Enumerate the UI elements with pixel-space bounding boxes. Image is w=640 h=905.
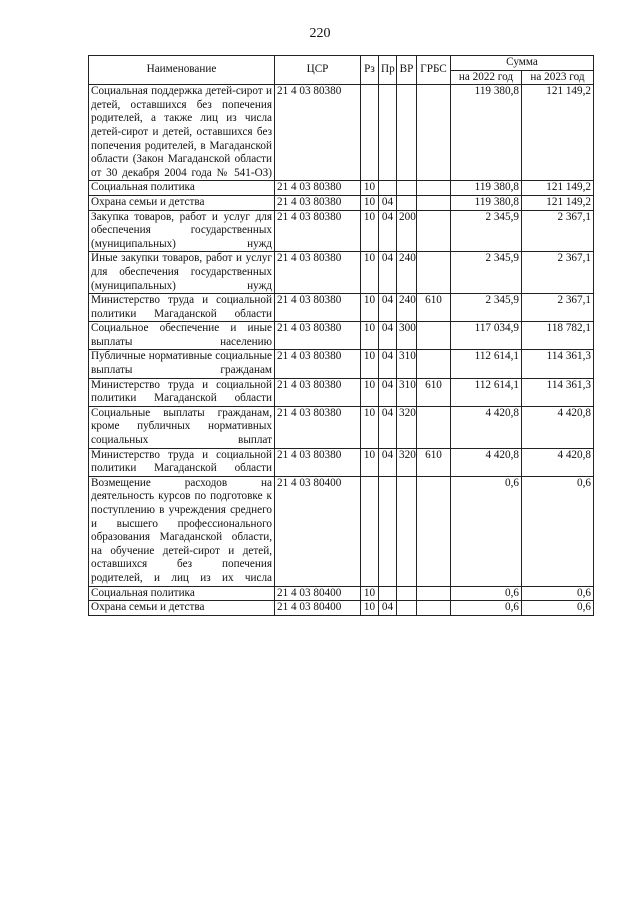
row-sum-2023: 2 367,1 [522, 294, 594, 322]
row-vr: 240 [397, 294, 417, 322]
row-name: Министерство труда и социальной политики Магаданской области [89, 378, 275, 406]
row-vr [397, 476, 417, 586]
row-rz: 10 [361, 350, 379, 378]
table-row [89, 210, 594, 252]
row-name: Охрана семьи и детства [89, 601, 275, 616]
row-sum-2023: 121 149,2 [522, 195, 594, 210]
col-header-vr: ВР [397, 56, 417, 85]
row-name: Социальная политика [89, 586, 275, 601]
row-csr: 21 4 03 80380 [275, 378, 361, 406]
col-header-2022: на 2022 год [451, 70, 522, 85]
row-vr: 240 [397, 252, 417, 294]
row-sum-2022: 2 345,9 [451, 210, 522, 252]
row-grbs [417, 252, 451, 294]
col-header-pr: Пр [379, 56, 397, 85]
row-pr: 04 [379, 406, 397, 448]
row-name: Социальное обеспечение и иные выплаты населению [89, 322, 275, 350]
row-vr: 300 [397, 322, 417, 350]
row-vr: 310 [397, 378, 417, 406]
row-sum-2023: 0,6 [522, 476, 594, 586]
table-row [89, 350, 594, 378]
row-rz: 10 [361, 586, 379, 601]
row-rz: 10 [361, 322, 379, 350]
row-grbs [417, 322, 451, 350]
row-csr: 21 4 03 80380 [275, 195, 361, 210]
row-sum-2022: 112 614,1 [451, 378, 522, 406]
row-sum-2022: 112 614,1 [451, 350, 522, 378]
row-sum-2022: 0,6 [451, 601, 522, 616]
row-csr: 21 4 03 80380 [275, 322, 361, 350]
row-grbs: 610 [417, 378, 451, 406]
row-csr: 21 4 03 80380 [275, 210, 361, 252]
row-vr [397, 586, 417, 601]
table-row [89, 85, 594, 181]
table-row [89, 294, 594, 322]
col-header-sum: Сумма [451, 56, 594, 71]
row-sum-2023: 121 149,2 [522, 85, 594, 181]
row-csr: 21 4 03 80380 [275, 252, 361, 294]
row-csr: 21 4 03 80400 [275, 586, 361, 601]
row-grbs: 610 [417, 448, 451, 476]
row-sum-2022: 0,6 [451, 586, 522, 601]
row-grbs [417, 601, 451, 616]
row-pr: 04 [379, 210, 397, 252]
row-vr [397, 601, 417, 616]
row-pr: 04 [379, 294, 397, 322]
row-grbs: 610 [417, 294, 451, 322]
table-row [89, 586, 594, 601]
row-sum-2023: 0,6 [522, 601, 594, 616]
row-pr: 04 [379, 448, 397, 476]
row-grbs [417, 476, 451, 586]
row-pr [379, 586, 397, 601]
row-rz: 10 [361, 252, 379, 294]
row-rz: 10 [361, 406, 379, 448]
row-rz [361, 85, 379, 181]
row-vr: 320 [397, 448, 417, 476]
row-name: Социальные выплаты гражданам, кроме публичных нормативных социальных выплат [89, 406, 275, 448]
row-vr [397, 195, 417, 210]
row-rz: 10 [361, 181, 379, 196]
row-csr: 21 4 03 80380 [275, 406, 361, 448]
col-header-2023: на 2023 год [522, 70, 594, 85]
row-pr: 04 [379, 252, 397, 294]
row-sum-2022: 117 034,9 [451, 322, 522, 350]
row-pr [379, 85, 397, 181]
row-pr: 04 [379, 601, 397, 616]
row-grbs [417, 406, 451, 448]
row-csr: 21 4 03 80400 [275, 601, 361, 616]
row-sum-2022: 119 380,8 [451, 195, 522, 210]
row-pr: 04 [379, 195, 397, 210]
row-grbs [417, 350, 451, 378]
row-pr: 04 [379, 378, 397, 406]
table-row [89, 322, 594, 350]
row-sum-2023: 4 420,8 [522, 406, 594, 448]
row-name: Публичные нормативные социальные выплаты гражданам [89, 350, 275, 378]
budget-table [88, 55, 594, 616]
row-sum-2022: 2 345,9 [451, 252, 522, 294]
row-grbs [417, 195, 451, 210]
row-name: Социальная поддержка детей-сирот и детей, оставшихся без попечения родителей, а также лиц из числа детей-сирот и детей, оставшихся без попечения родителей, в Магаданской области (Закон Магаданской области от 30 декабря 2004 года № 541-ОЗ) [89, 85, 275, 181]
table-row [89, 195, 594, 210]
row-sum-2022: 0,6 [451, 476, 522, 586]
row-sum-2022: 119 380,8 [451, 181, 522, 196]
row-csr: 21 4 03 80380 [275, 294, 361, 322]
col-header-csr: ЦСР [275, 56, 361, 85]
row-csr: 21 4 03 80380 [275, 350, 361, 378]
row-csr: 21 4 03 80380 [275, 181, 361, 196]
row-name: Министерство труда и социальной политики Магаданской области [89, 448, 275, 476]
row-sum-2023: 0,6 [522, 586, 594, 601]
row-sum-2023: 114 361,3 [522, 350, 594, 378]
col-header-grbs: ГРБС [417, 56, 451, 85]
row-vr: 320 [397, 406, 417, 448]
row-grbs [417, 210, 451, 252]
table-row [89, 476, 594, 586]
row-vr: 310 [397, 350, 417, 378]
header-row [89, 56, 594, 71]
row-grbs [417, 85, 451, 181]
row-rz: 10 [361, 378, 379, 406]
row-pr: 04 [379, 322, 397, 350]
row-sum-2023: 121 149,2 [522, 181, 594, 196]
row-pr: 04 [379, 350, 397, 378]
row-name: Иные закупки товаров, работ и услуг для обеспечения государственных (муниципальных) нужд [89, 252, 275, 294]
row-sum-2022: 2 345,9 [451, 294, 522, 322]
row-grbs [417, 181, 451, 196]
row-sum-2023: 2 367,1 [522, 210, 594, 252]
row-grbs [417, 586, 451, 601]
row-sum-2023: 114 361,3 [522, 378, 594, 406]
row-sum-2022: 4 420,8 [451, 406, 522, 448]
row-name: Министерство труда и социальной политики Магаданской области [89, 294, 275, 322]
row-rz: 10 [361, 601, 379, 616]
row-csr: 21 4 03 80400 [275, 476, 361, 586]
row-name: Возмещение расходов на деятельность курсов по подготовке к поступлению в учреждения среднего и высшего профессионального образования Магаданской области, на обучение детей-сирот и детей, оставшихся без попечения родителей, и лиц из их числа [89, 476, 275, 586]
table-row [89, 252, 594, 294]
col-header-name: Наименование [89, 56, 275, 85]
table-row [89, 378, 594, 406]
row-rz: 10 [361, 294, 379, 322]
row-sum-2022: 119 380,8 [451, 85, 522, 181]
row-name: Закупка товаров, работ и услуг для обеспечения государственных (муниципальных) нужд [89, 210, 275, 252]
page-number: 220 [309, 26, 331, 41]
row-csr: 21 4 03 80380 [275, 85, 361, 181]
table-row [89, 601, 594, 616]
table-row [89, 448, 594, 476]
row-vr: 200 [397, 210, 417, 252]
row-vr [397, 85, 417, 181]
col-header-rz: Рз [361, 56, 379, 85]
row-rz [361, 476, 379, 586]
row-vr [397, 181, 417, 196]
row-name: Социальная политика [89, 181, 275, 196]
row-sum-2023: 2 367,1 [522, 252, 594, 294]
row-rz: 10 [361, 448, 379, 476]
row-name: Охрана семьи и детства [89, 195, 275, 210]
row-sum-2023: 118 782,1 [522, 322, 594, 350]
row-pr [379, 476, 397, 586]
row-rz: 10 [361, 195, 379, 210]
table-row [89, 406, 594, 448]
row-rz: 10 [361, 210, 379, 252]
table-row [89, 181, 594, 196]
row-pr [379, 181, 397, 196]
row-sum-2023: 4 420,8 [522, 448, 594, 476]
row-csr: 21 4 03 80380 [275, 448, 361, 476]
row-sum-2022: 4 420,8 [451, 448, 522, 476]
